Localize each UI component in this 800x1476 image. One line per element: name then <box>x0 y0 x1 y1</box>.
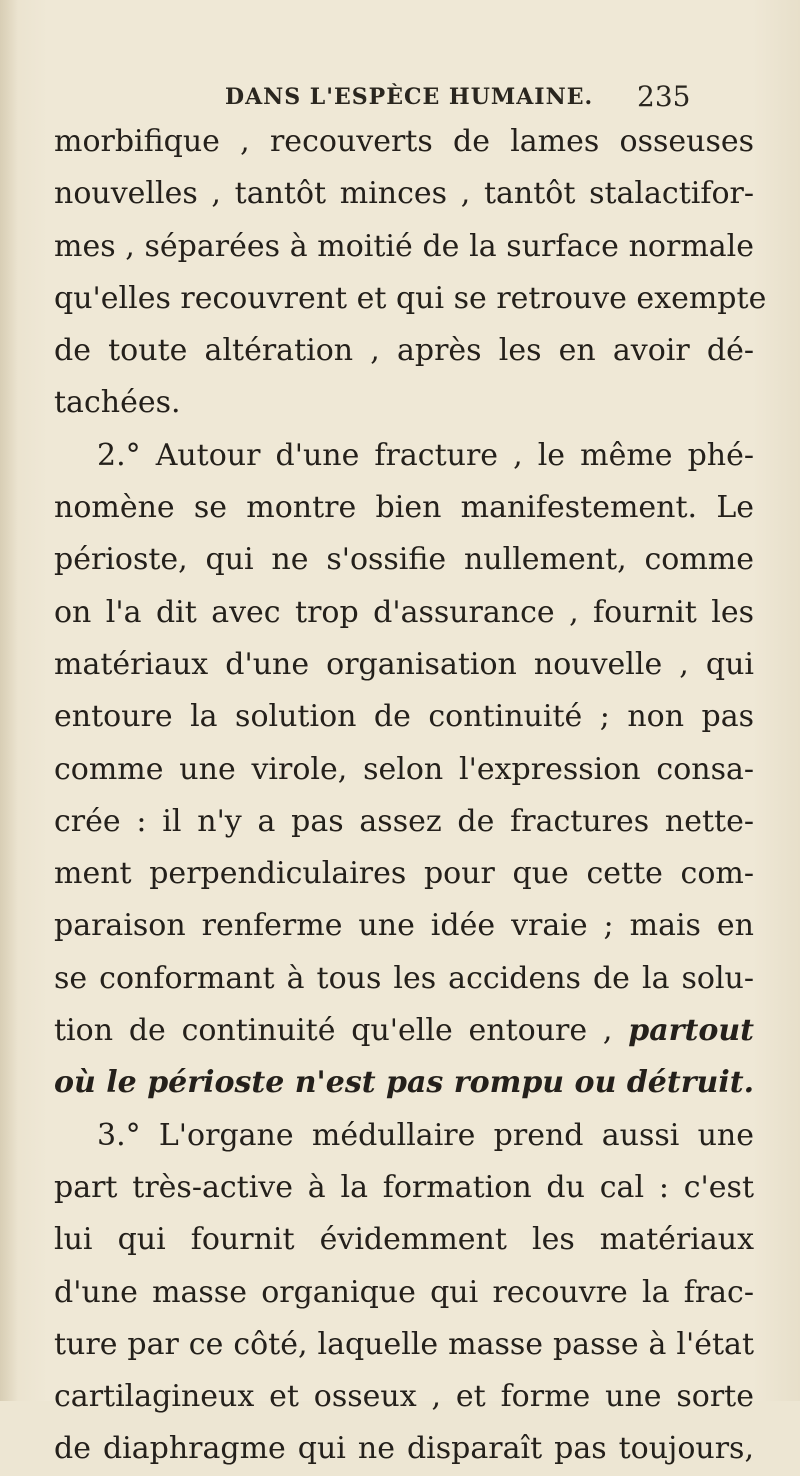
text-line: 2.° Autour d'une fracture , le même phé- <box>97 437 754 473</box>
page-gutter-shadow <box>0 0 18 1401</box>
text-line: part très-active à la formation du cal : c'est <box>54 1169 754 1205</box>
text-line: de toute altération , après les en avoir dé- <box>54 333 754 369</box>
text-line: paraison renferme une idée vraie ; mais en <box>54 908 754 944</box>
text-line-mixed <box>54 1005 754 1057</box>
text-line: entoure la solution de continuité ; non pas <box>54 699 754 735</box>
text-line: on l'a dit avec trop d'assurance , fournit les <box>54 594 754 630</box>
body-text <box>54 116 767 1476</box>
running-title: DANS L'ESPÈCE HUMAINE. <box>225 84 594 110</box>
text-line: nouvelles , tantôt minces , tantôt stalactifor- <box>54 176 754 212</box>
text-line: périoste, qui ne s'ossifie nullement, comme <box>54 542 754 578</box>
text-line-italic: où le périoste n'est pas rompu ou détruit. <box>54 1065 755 1101</box>
text-line: d'une masse organique qui recouvre la frac- <box>54 1274 754 1310</box>
text-line: matériaux d'une organisation nouvelle , qui <box>54 646 754 682</box>
text-line: morbifique , recouverts de lames osseuses <box>54 124 754 159</box>
text-line: nomène se montre bien manifestement. Le <box>54 490 754 526</box>
text-line: qu'elles recouvrent et qui se retrouve exempte <box>54 280 767 316</box>
text-line: tachées. <box>54 385 181 421</box>
text-line: mes , séparées à moitié de la surface normale <box>54 228 754 264</box>
italic-segment: partout <box>628 1013 754 1049</box>
page-number: 235 <box>637 80 691 113</box>
text-line: 3.° L'organe médullaire prend aussi une <box>97 1117 754 1153</box>
text-segment: tion de continuité qu'elle entoure , <box>54 1013 613 1049</box>
text-line: crée : il n'y a pas assez de fractures nette- <box>54 803 754 839</box>
text-line: de diaphragme qui ne disparaît pas toujours, <box>54 1431 754 1467</box>
text-line: comme une virole, selon l'expression consa- <box>54 751 754 787</box>
text-line: ture par ce côté, laquelle masse passe à l'état <box>54 1326 754 1362</box>
text-line: lui qui fournit évidemment les matériaux <box>54 1222 754 1258</box>
text-line: se conformant à tous les accidens de la solu- <box>54 960 754 996</box>
text-line: cartilagineux et osseux , et forme une sorte <box>54 1379 754 1415</box>
text-line: ment perpendiculaires pour que cette com- <box>54 856 754 892</box>
page-header <box>0 80 800 114</box>
